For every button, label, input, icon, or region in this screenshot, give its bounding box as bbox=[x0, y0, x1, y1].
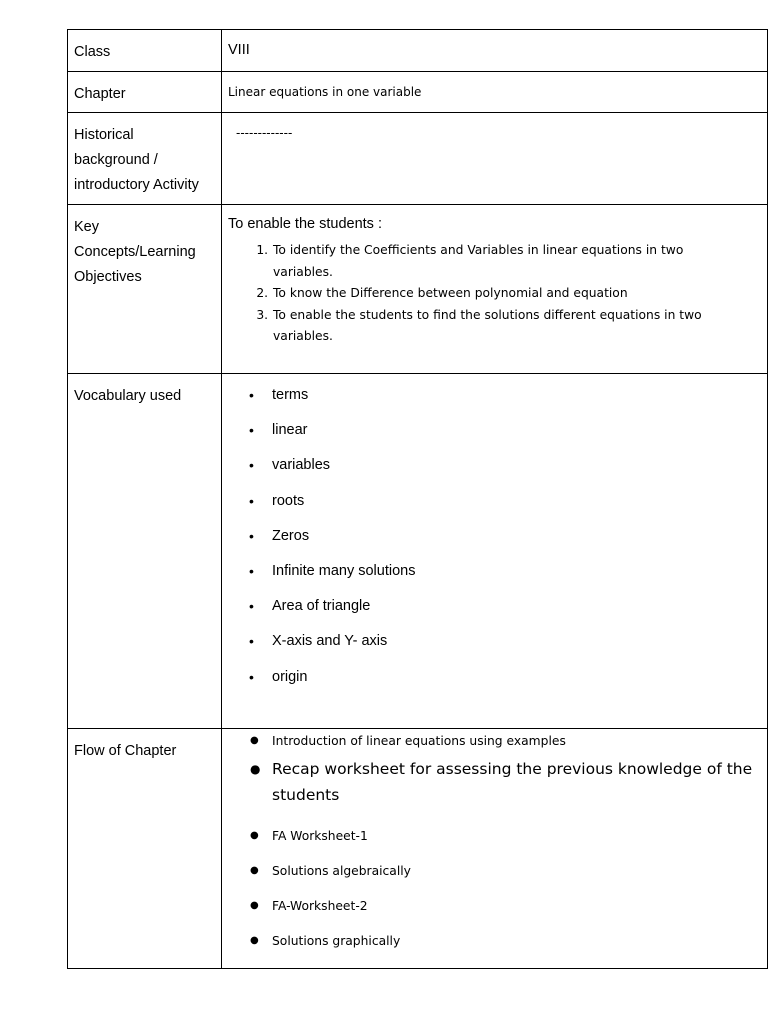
flow-text: Introduction of linear equations using examples bbox=[272, 734, 566, 748]
historical-label bbox=[68, 113, 221, 198]
key-concepts-label bbox=[68, 205, 221, 290]
historical-label-line: background / bbox=[74, 152, 158, 168]
vocabulary-item bbox=[222, 595, 767, 630]
flow-text: Recap worksheet for assessing the previous knowledge of the students bbox=[272, 760, 753, 804]
bullet-icon: ● bbox=[250, 935, 259, 946]
bullet-icon: ● bbox=[250, 865, 259, 876]
flow-item bbox=[222, 861, 767, 896]
vocabulary-item bbox=[222, 384, 767, 419]
row-key-concepts bbox=[68, 205, 768, 374]
bullet-icon: ● bbox=[250, 735, 259, 746]
class-label: Class bbox=[74, 44, 111, 60]
chapter-label: Chapter bbox=[74, 86, 126, 102]
vocabulary-item bbox=[222, 630, 767, 665]
label-cell bbox=[68, 72, 222, 113]
value-cell bbox=[222, 729, 768, 969]
bullet-icon: • bbox=[249, 387, 254, 403]
vocabulary-term: roots bbox=[272, 492, 305, 509]
bullet-icon: • bbox=[249, 457, 254, 474]
objective-item: 2. To know the Difference between polynomial and equation bbox=[272, 283, 747, 305]
vocabulary-term: origin bbox=[272, 668, 308, 685]
flow-item bbox=[222, 931, 767, 961]
key-concepts-label-line: Objectives bbox=[74, 269, 142, 285]
bullet-icon: • bbox=[249, 668, 254, 685]
vocabulary-term: Infinite many solutions bbox=[272, 562, 416, 579]
flow-text: FA Worksheet-1 bbox=[272, 829, 368, 843]
class-value: VIII bbox=[228, 42, 250, 58]
label-cell bbox=[68, 205, 222, 374]
historical-label-line: Historical bbox=[74, 127, 134, 143]
bullet-icon: ● bbox=[250, 830, 259, 841]
row-flow bbox=[68, 729, 768, 969]
vocabulary-term: variables bbox=[272, 457, 331, 474]
flow-text: FA-Worksheet-2 bbox=[272, 899, 368, 913]
bullet-icon: • bbox=[249, 598, 254, 615]
row-vocabulary bbox=[68, 374, 768, 729]
key-concepts-label-line: Concepts/Learning bbox=[74, 244, 196, 260]
historical-label-line: introductory Activity bbox=[74, 177, 199, 193]
vocabulary-item bbox=[222, 419, 767, 454]
flow-item bbox=[222, 826, 767, 861]
label-cell bbox=[68, 729, 222, 969]
vocabulary-item bbox=[222, 525, 767, 560]
bullet-icon: • bbox=[249, 422, 254, 439]
flow-item bbox=[222, 729, 767, 756]
flow-item bbox=[222, 896, 767, 931]
row-chapter bbox=[68, 72, 768, 113]
historical-value: ------------- bbox=[236, 125, 293, 140]
vocabulary-label: Vocabulary used bbox=[74, 388, 182, 404]
value-cell bbox=[222, 72, 768, 113]
vocabulary-term: Area of triangle bbox=[272, 598, 371, 615]
row-class bbox=[68, 30, 768, 72]
bullet-icon: ● bbox=[250, 762, 261, 776]
row-historical bbox=[68, 113, 768, 205]
objective-item: 1. To identify the Coefficients and Variables in linear equations in two variables. bbox=[272, 240, 747, 283]
bullet-icon: • bbox=[249, 633, 254, 650]
bullet-icon: • bbox=[249, 527, 254, 544]
lesson-plan-table bbox=[67, 29, 768, 969]
vocabulary-item bbox=[222, 666, 767, 701]
value-cell bbox=[222, 113, 768, 205]
vocabulary-list bbox=[222, 374, 767, 701]
vocabulary-term: X-axis and Y- axis bbox=[272, 633, 388, 650]
bullet-icon: • bbox=[249, 562, 254, 579]
vocabulary-item bbox=[222, 454, 767, 489]
objectives-list bbox=[222, 240, 767, 348]
vocabulary-item bbox=[222, 490, 767, 525]
label-cell bbox=[68, 374, 222, 729]
value-cell bbox=[222, 205, 768, 374]
flow-item bbox=[222, 756, 767, 826]
label-cell bbox=[68, 30, 222, 72]
objective-item: 3. To enable the students to find the solutions different equations in two variables. bbox=[272, 305, 747, 348]
vocabulary-term: Zeros bbox=[272, 527, 310, 544]
flow-text: Solutions graphically bbox=[272, 934, 401, 948]
value-cell bbox=[222, 374, 768, 729]
value-cell bbox=[222, 30, 768, 72]
vocabulary-term: linear bbox=[272, 422, 308, 439]
bullet-icon: ● bbox=[250, 900, 259, 911]
flow-text: Solutions algebraically bbox=[272, 864, 411, 878]
bullet-icon: • bbox=[249, 492, 254, 509]
label-cell bbox=[68, 113, 222, 205]
vocabulary-term: terms bbox=[272, 387, 309, 403]
flow-list bbox=[222, 729, 767, 961]
vocabulary-item bbox=[222, 560, 767, 595]
key-concepts-label-line: Key bbox=[74, 219, 99, 235]
flow-label: Flow of Chapter bbox=[74, 743, 177, 759]
objectives-intro: To enable the students : bbox=[228, 216, 382, 232]
chapter-value: Linear equations in one variable bbox=[228, 85, 422, 99]
